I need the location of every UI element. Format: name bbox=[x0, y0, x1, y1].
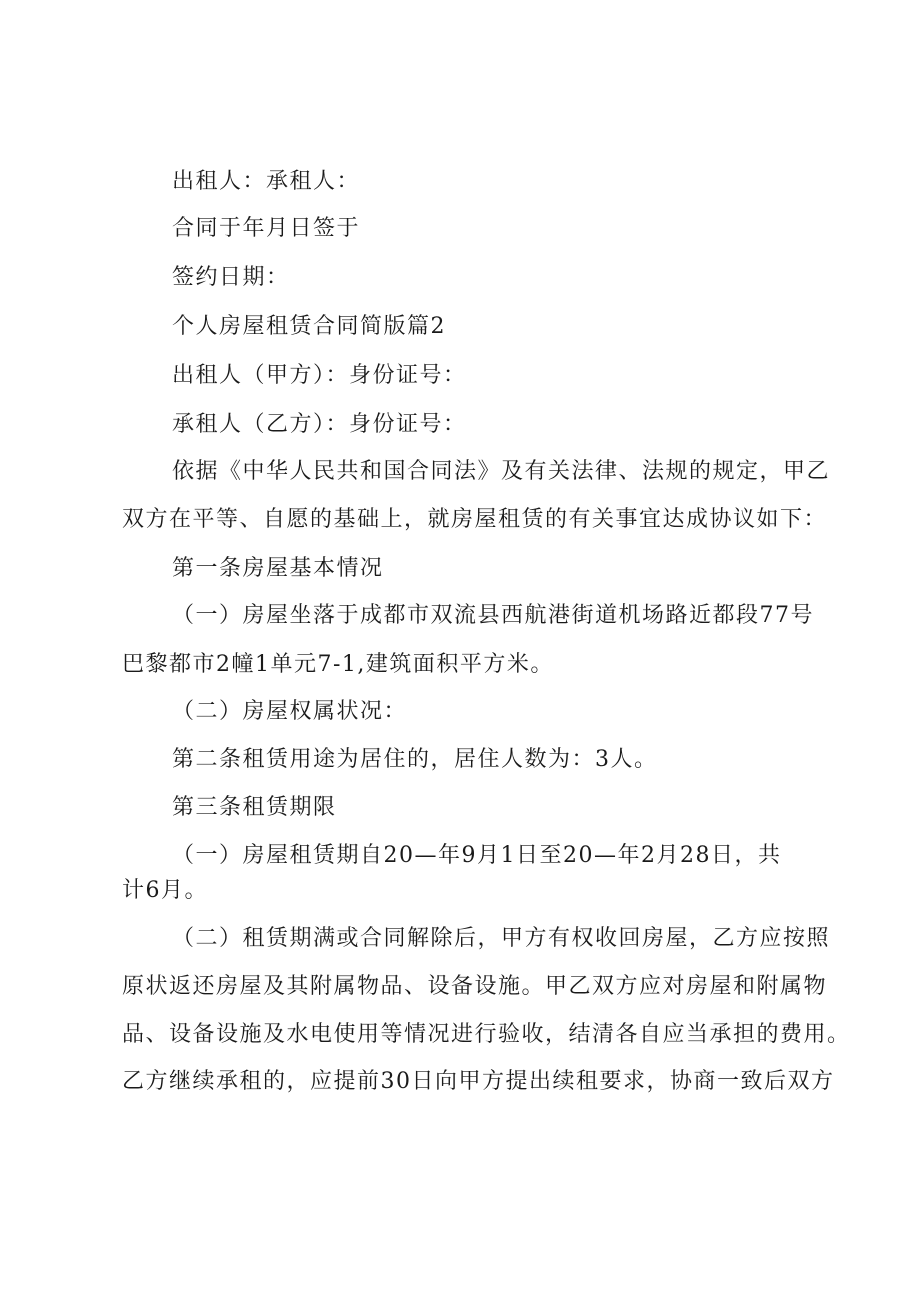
paragraph-text: 计6月。 bbox=[122, 878, 208, 903]
paragraph-text: 依据《中华人民共和国合同法》及有关法律、法规的规定，甲乙 bbox=[172, 459, 831, 484]
party-b-line: 承租人（乙方）：身份证号： bbox=[172, 412, 467, 437]
article-heading: 第一条房屋基本情况 bbox=[172, 556, 384, 581]
paragraph-text: 品、设备设施及水电使用等情况进行验收，结清各自应当承担的费用。 bbox=[122, 1022, 851, 1047]
section-heading: 个人房屋租赁合同简版篇2 bbox=[172, 314, 446, 339]
lessor-lessee-line: 出租人：承租人： bbox=[172, 169, 361, 194]
paragraph-text: （一）房屋租赁期自20—年9月1日至20—年2月28日，共 bbox=[172, 843, 782, 868]
paragraph-text: （一）房屋坐落于成都市双流县西航港街道机场路近都段77号 bbox=[172, 603, 814, 628]
clause-line: （二）房屋权属状况： bbox=[172, 699, 408, 724]
article-heading: 第三条租赁期限 bbox=[172, 795, 337, 820]
paragraph-text: （二）租赁期满或合同解除后，甲方有权收回房屋，乙方应按照 bbox=[172, 926, 831, 951]
contract-signed-at-line: 合同于年月日签于 bbox=[172, 216, 361, 241]
paragraph-text: 乙方继续承租的，应提前30日向甲方提出续租要求，协商一致后双方 bbox=[122, 1069, 835, 1094]
party-a-line: 出租人（甲方）：身份证号： bbox=[172, 363, 467, 388]
signing-date-line: 签约日期： bbox=[172, 265, 290, 290]
article-line: 第二条租赁用途为居住的，居住人数为：3人。 bbox=[172, 747, 658, 772]
paragraph-text: 原状返还房屋及其附属物品、设备设施。甲乙双方应对房屋和附属物 bbox=[122, 974, 828, 999]
paragraph-text: 巴黎都市2幢1单元7-1,建筑面积平方米。 bbox=[122, 652, 554, 677]
paragraph-text: 双方在平等、自愿的基础上，就房屋租赁的有关事宜达成协议如下： bbox=[122, 507, 828, 532]
